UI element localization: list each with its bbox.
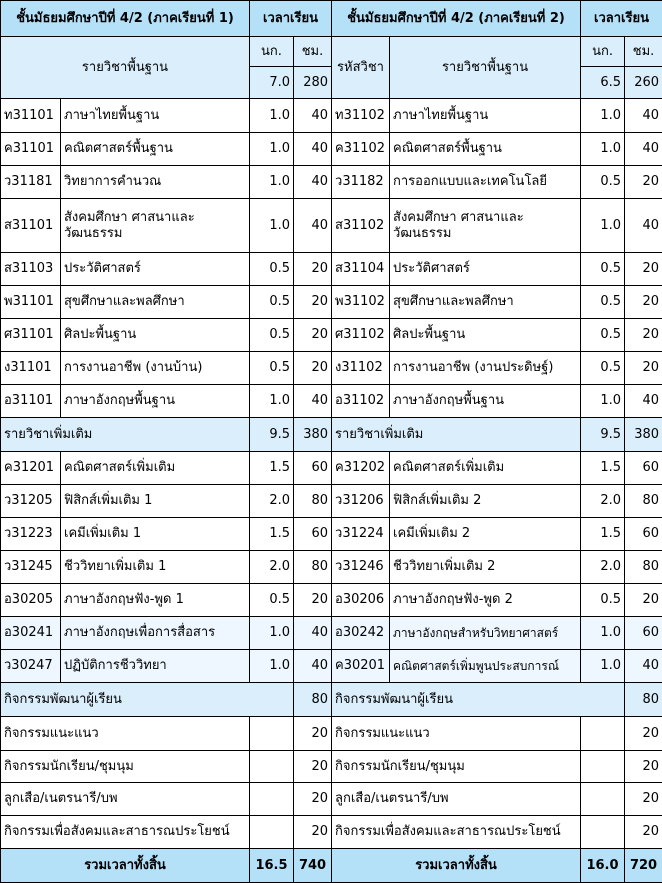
basic-subject-row (1, 385, 662, 418)
basic-subject-row (1, 286, 662, 319)
subject-hours: 40 (625, 99, 662, 133)
subject-credits: 1.0 (581, 99, 625, 133)
subject-hours: 60 (625, 617, 662, 650)
subject-name: ภาษาอังกฤษพื้นฐาน (61, 385, 250, 418)
subject-code: ว31224 (332, 518, 390, 551)
subject-name: ฟิสิกส์เพิ่มเติม 1 (61, 485, 250, 518)
activity-hours: 20 (625, 816, 662, 849)
subject-hours: 20 (625, 253, 662, 286)
activity-hours: 20 (294, 751, 332, 783)
activity-credits-empty (581, 717, 625, 751)
activity-row (1, 783, 662, 816)
semester1-basic-credits: 7.0 (250, 67, 294, 99)
additional-subject-row (1, 551, 662, 584)
subject-code: ศ31101 (1, 319, 61, 352)
subject-hours: 20 (625, 319, 662, 352)
activity-name: กิจกรรมแนะแนว (1, 717, 250, 751)
activity-hours: 20 (625, 783, 662, 816)
subject-name: ภาษาไทยพื้นฐาน (390, 99, 581, 133)
semester2-total-hours: 720 (625, 849, 662, 883)
subject-credits: 2.0 (250, 485, 294, 518)
subject-hours: 40 (294, 650, 332, 683)
subject-name: คณิตศาสตร์เพิ่มพูนประสบการณ์ (390, 650, 581, 683)
semester2-code-header: รหัสวิชา (332, 37, 390, 99)
subject-name: การออกแบบและเทคโนโลยี (390, 166, 581, 199)
subject-code: อ30242 (332, 617, 390, 650)
curriculum-table-body (1, 1, 662, 883)
semester1-additional-hours: 380 (294, 418, 332, 452)
subject-hours: 60 (625, 518, 662, 551)
semester2-time-header: เวลาเรียน (581, 1, 662, 37)
subject-name: สังคมศึกษา ศาสนาและวัฒนธรรม (390, 199, 581, 253)
subject-code: ว31223 (1, 518, 61, 551)
subject-code: ค31101 (1, 133, 61, 166)
activity-credits-empty (250, 816, 294, 849)
subject-code: อ30205 (1, 584, 61, 617)
semester2-title: ชั้นมัธยมศึกษาปีที่ 4/2 (ภาคเรียนที่ 2) (332, 1, 581, 37)
subject-credits: 1.0 (250, 99, 294, 133)
subject-name: ปฏิบัติการชีววิทยา (61, 650, 250, 683)
subject-credits: 0.5 (250, 584, 294, 617)
basic-subject-row (1, 352, 662, 385)
activity-name: ลูกเสือ/เนตรนารี/บพ (1, 783, 250, 816)
subject-credits: 0.5 (250, 253, 294, 286)
subject-name: คณิตศาสตร์พื้นฐาน (61, 133, 250, 166)
subject-name: สุขศึกษาและพลศึกษา (61, 286, 250, 319)
subject-hours: 40 (625, 385, 662, 418)
subject-credits: 0.5 (250, 286, 294, 319)
subject-code: ค31202 (332, 452, 390, 485)
subject-code: อ31101 (1, 385, 61, 418)
semester1-time-header: เวลาเรียน (250, 1, 332, 37)
basic-subject-row (1, 199, 662, 253)
subject-code: ส31102 (332, 199, 390, 253)
subject-name: วิทยาการคำนวณ (61, 166, 250, 199)
subject-code: พ31101 (1, 286, 61, 319)
semester2-additional-hours: 380 (625, 418, 662, 452)
subject-code: ว31246 (332, 551, 390, 584)
subject-code: อ30206 (332, 584, 390, 617)
semester1-total-label: รวมเวลาทั้งสิ้น (1, 849, 250, 883)
subject-code: ท31101 (1, 99, 61, 133)
basic-subject-row (1, 99, 662, 133)
subject-code: ง31102 (332, 352, 390, 385)
subject-name: เคมีเพิ่มเติม 2 (390, 518, 581, 551)
subject-code: ส31103 (1, 253, 61, 286)
subject-credits: 2.0 (250, 551, 294, 584)
subject-hours: 40 (294, 385, 332, 418)
subject-name: การงานอาชีพ (งานประดิษฐ์) (390, 352, 581, 385)
subject-code: ค31102 (332, 133, 390, 166)
subject-code: อ30241 (1, 617, 61, 650)
semester2-activities-hours: 80 (625, 683, 662, 717)
basic-subject-row (1, 253, 662, 286)
subject-hours: 40 (625, 133, 662, 166)
subject-credits: 0.5 (581, 166, 625, 199)
subject-code: ว31206 (332, 485, 390, 518)
subject-hours: 20 (625, 584, 662, 617)
subject-hours: 20 (294, 253, 332, 286)
subject-hours: 40 (294, 99, 332, 133)
subject-credits: 1.0 (250, 166, 294, 199)
subject-hours: 40 (294, 133, 332, 166)
activity-row (1, 816, 662, 849)
subject-code: ง31101 (1, 352, 61, 385)
subject-credits: 1.0 (250, 199, 294, 253)
subject-name: ฟิสิกส์เพิ่มเติม 2 (390, 485, 581, 518)
subject-credits: 1.0 (250, 385, 294, 418)
subject-name: ศิลปะพื้นฐาน (390, 319, 581, 352)
subject-hours: 40 (294, 166, 332, 199)
basic-subject-row (1, 319, 662, 352)
subject-credits: 1.0 (250, 650, 294, 683)
subject-code: ว31245 (1, 551, 61, 584)
subject-hours: 20 (294, 352, 332, 385)
subject-credits: 1.5 (250, 518, 294, 551)
additional-subject-row (1, 518, 662, 551)
subject-credits: 0.5 (581, 584, 625, 617)
subject-credits: 1.5 (581, 518, 625, 551)
semester2-additional-credits: 9.5 (581, 418, 625, 452)
additional-subject-row (1, 584, 662, 617)
subject-hours: 60 (625, 452, 662, 485)
subject-name: สุขศึกษาและพลศึกษา (390, 286, 581, 319)
activity-hours: 20 (625, 751, 662, 783)
activity-hours: 20 (294, 816, 332, 849)
subject-name: ภาษาไทยพื้นฐาน (61, 99, 250, 133)
subject-name: ภาษาอังกฤษเพื่อการสื่อสาร (61, 617, 250, 650)
subject-credits: 2.0 (581, 551, 625, 584)
subject-name: ชีววิทยาเพิ่มเติม 2 (390, 551, 581, 584)
subject-name: คณิตศาสตร์เพิ่มเติม (61, 452, 250, 485)
activities-header-row (1, 683, 662, 717)
total-row (1, 849, 662, 883)
subject-credits: 1.0 (581, 385, 625, 418)
semester1-additional-label: รายวิชาเพิ่มเติม (1, 418, 250, 452)
subject-code: ท31102 (332, 99, 390, 133)
subject-credits: 0.5 (250, 319, 294, 352)
subject-hours: 20 (625, 166, 662, 199)
activity-name: กิจกรรมแนะแนว (332, 717, 581, 751)
semester2-total-label: รวมเวลาทั้งสิ้น (332, 849, 581, 883)
semester1-basic-label: รายวิชาพื้นฐาน (1, 37, 250, 99)
subject-code: ว31205 (1, 485, 61, 518)
subject-name: สังคมศึกษา ศาสนาและวัฒนธรรม (61, 199, 250, 253)
subject-code: ว31181 (1, 166, 61, 199)
additional-subject-row (1, 452, 662, 485)
activity-name: กิจกรรมเพื่อสังคมและสาธารณประโยชน์ (1, 816, 250, 849)
semester2-total-credits: 16.0 (581, 849, 625, 883)
semester2-basic-label: รายวิชาพื้นฐาน (390, 37, 581, 99)
subject-code: ค31201 (1, 452, 61, 485)
activity-name: กิจกรรมเพื่อสังคมและสาธารณประโยชน์ (332, 816, 581, 849)
semester2-basic-hours: 260 (625, 67, 662, 99)
semester1-total-hours: 740 (294, 849, 332, 883)
semester1-activities-label: กิจกรรมพัฒนาผู้เรียน (1, 683, 294, 717)
subject-name: คณิตศาสตร์พื้นฐาน (390, 133, 581, 166)
subject-credits: 1.5 (250, 452, 294, 485)
activity-name: กิจกรรมนักเรียน/ชุมนุม (1, 751, 250, 783)
subject-credits: 0.5 (250, 352, 294, 385)
subject-name: เคมีเพิ่มเติม 1 (61, 518, 250, 551)
activity-hours: 20 (294, 717, 332, 751)
semester1-activities-hours: 80 (294, 683, 332, 717)
subject-name: ภาษาอังกฤษสำหรับวิทยาศาสตร์ (390, 617, 581, 650)
additional-header-row (1, 418, 662, 452)
subject-name: ภาษาอังกฤษฟัง-พูด 1 (61, 584, 250, 617)
subject-credits: 0.5 (581, 319, 625, 352)
activity-credits-empty (250, 751, 294, 783)
subject-hours: 80 (294, 485, 332, 518)
subject-name: ประวัติศาสตร์ (61, 253, 250, 286)
activity-hours: 20 (625, 717, 662, 751)
subject-hours: 80 (625, 551, 662, 584)
activity-credits-empty (581, 816, 625, 849)
semester1-credit-header: นก. (250, 37, 294, 67)
subject-credits: 1.0 (581, 617, 625, 650)
activity-credits-empty (250, 717, 294, 751)
subject-credits: 0.5 (581, 286, 625, 319)
subject-credits: 1.5 (581, 452, 625, 485)
subject-hours: 40 (294, 617, 332, 650)
semester1-hours-header: ชม. (294, 37, 332, 67)
activity-credits-empty (250, 783, 294, 816)
subject-code: ว30247 (1, 650, 61, 683)
semester1-basic-hours: 280 (294, 67, 332, 99)
activity-name: ลูกเสือ/เนตรนารี/บพ (332, 783, 581, 816)
subject-name: คณิตศาสตร์เพิ่มเติม (390, 452, 581, 485)
subject-code: อ31102 (332, 385, 390, 418)
basic-subject-row (1, 166, 662, 199)
basic-subject-row (1, 133, 662, 166)
activity-hours: 20 (294, 783, 332, 816)
subject-name: ภาษาอังกฤษพื้นฐาน (390, 385, 581, 418)
subject-credits: 1.0 (250, 133, 294, 166)
semester2-basic-credits: 6.5 (581, 67, 625, 99)
subject-hours: 60 (294, 518, 332, 551)
subject-credits: 0.5 (581, 253, 625, 286)
additional-subject-row (1, 650, 662, 683)
subject-hours: 20 (294, 584, 332, 617)
semester2-activities-label: กิจกรรมพัฒนาผู้เรียน (332, 683, 625, 717)
activity-credits-empty (581, 751, 625, 783)
subject-credits: 1.0 (581, 199, 625, 253)
activity-credits-empty (581, 783, 625, 816)
subject-code: ศ31102 (332, 319, 390, 352)
subject-code: พ31102 (332, 286, 390, 319)
additional-subject-row (1, 617, 662, 650)
subject-name: ศิลปะพื้นฐาน (61, 319, 250, 352)
semester1-additional-credits: 9.5 (250, 418, 294, 452)
subject-code: ค30201 (332, 650, 390, 683)
subject-name: ประวัติศาสตร์ (390, 253, 581, 286)
subject-hours: 60 (294, 452, 332, 485)
subject-name: ภาษาอังกฤษฟัง-พูด 2 (390, 584, 581, 617)
subject-hours: 20 (294, 286, 332, 319)
additional-subject-row (1, 485, 662, 518)
semester2-credit-header: นก. (581, 37, 625, 67)
subject-credits: 1.0 (581, 650, 625, 683)
subject-hours: 20 (625, 352, 662, 385)
subject-credits: 1.0 (581, 133, 625, 166)
subject-hours: 80 (294, 551, 332, 584)
subject-credits: 0.5 (581, 352, 625, 385)
activity-row (1, 717, 662, 751)
semester1-title: ชั้นมัธยมศึกษาปีที่ 4/2 (ภาคเรียนที่ 1) (1, 1, 250, 37)
subject-hours: 80 (625, 485, 662, 518)
subject-name: การงานอาชีพ (งานบ้าน) (61, 352, 250, 385)
subject-code: ส31104 (332, 253, 390, 286)
title-row (1, 1, 662, 37)
subject-hours: 40 (625, 650, 662, 683)
subject-hours: 20 (294, 319, 332, 352)
activity-row (1, 751, 662, 783)
semester2-hours-header: ชม. (625, 37, 662, 67)
subject-hours: 20 (625, 286, 662, 319)
subject-credits: 1.0 (250, 617, 294, 650)
subheader-row (1, 37, 662, 67)
subject-code: ส31101 (1, 199, 61, 253)
subject-credits: 2.0 (581, 485, 625, 518)
semester2-additional-label: รายวิชาเพิ่มเติม (332, 418, 581, 452)
subject-hours: 40 (625, 199, 662, 253)
semester1-total-credits: 16.5 (250, 849, 294, 883)
subject-name: ชีววิทยาเพิ่มเติม 1 (61, 551, 250, 584)
subject-code: ว31182 (332, 166, 390, 199)
subject-hours: 40 (294, 199, 332, 253)
activity-name: กิจกรรมนักเรียน/ชุมนุม (332, 751, 581, 783)
